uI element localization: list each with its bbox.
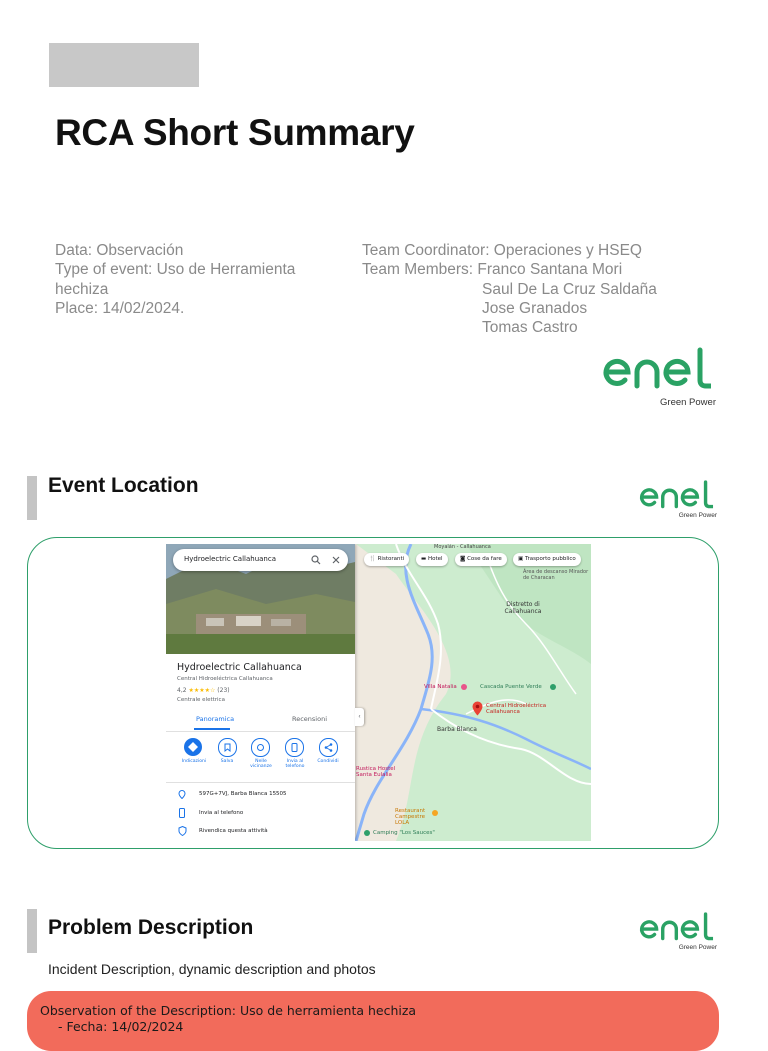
enel-wordmark-icon	[634, 478, 720, 512]
enel-logo-large	[596, 344, 720, 412]
send-to-phone-button[interactable]	[285, 738, 304, 757]
detail-send-phone[interactable]: Invia al telefono	[199, 810, 244, 816]
save-button[interactable]	[218, 738, 237, 757]
map-label-restaurant: Restaurant Campestre LOLA	[395, 808, 426, 826]
page-title: RCA Short Summary	[55, 112, 415, 153]
place-name: Hydroelectric Callahuanca	[177, 662, 302, 673]
chip-label: Hotel	[427, 556, 443, 562]
share-button[interactable]	[319, 738, 338, 757]
enel-tagline: Green Power	[660, 397, 716, 408]
nearby-icon	[252, 739, 269, 756]
chip-transit[interactable]	[513, 553, 581, 566]
enel-logo-small	[634, 910, 720, 954]
member-1: Saul De La Cruz Saldaña	[482, 280, 657, 298]
member-2: Jose Granados	[482, 299, 588, 317]
enel-wordmark-icon	[596, 344, 720, 394]
fork-knife-icon: 🍴	[369, 556, 378, 562]
map-search-text: Hydroelectric Callahuanca	[184, 555, 276, 563]
poi-marker-icon[interactable]	[461, 684, 467, 690]
section-bar	[27, 909, 37, 953]
section-title-event-location: Event Location	[48, 474, 199, 497]
enel-tagline: Green Power	[678, 512, 717, 519]
action-label-phone: Invia al telefono	[285, 759, 305, 769]
phone-icon	[178, 808, 186, 818]
divider	[166, 731, 355, 732]
rating-count: (23)	[217, 687, 230, 694]
bookmark-icon	[219, 739, 236, 756]
chip-label: Ristoranti	[377, 556, 405, 562]
map-label-road: Moyalán - Callahuanca	[434, 544, 491, 550]
phone-icon	[286, 739, 303, 756]
action-label-directions: Indicazioni	[181, 759, 207, 764]
map-label-mirador: Área de descanso Mirador de Characan	[523, 569, 589, 581]
detail-claim[interactable]: Rivendica questa attività	[199, 828, 268, 834]
divider	[166, 782, 355, 783]
chip-label: Cose da fare	[467, 556, 502, 562]
collapse-panel-button[interactable]: ‹	[355, 708, 364, 726]
rating-value: 4,2	[177, 687, 187, 694]
info-left-block	[55, 241, 325, 318]
enel-tagline: Green Power	[678, 944, 717, 951]
poi-marker-icon[interactable]	[550, 684, 556, 690]
info-right-block	[362, 241, 692, 337]
location-pin-icon	[178, 790, 186, 799]
chip-label: Trasporto pubblico	[524, 556, 576, 562]
map-label-cascada: Cascada Puente Verde	[480, 684, 542, 690]
search-icon[interactable]	[311, 555, 321, 565]
coordinator-line: Team Coordinator: Operaciones y HSEQ	[362, 242, 642, 259]
place-line: Place: 14/02/2024.	[55, 299, 185, 317]
data-line: Data: Observación	[55, 242, 184, 259]
camera-icon: ◙	[460, 556, 468, 562]
shield-check-icon	[178, 826, 187, 836]
observation-line-1: Observation of the Description: Uso de herramienta hechiza	[40, 1003, 417, 1018]
tab-underline	[194, 728, 230, 730]
map-pin-icon[interactable]	[472, 701, 483, 716]
chip-hotel[interactable]	[416, 553, 448, 566]
star-rating-icon: ★★★★☆	[188, 687, 216, 694]
observation-line-2: - Fecha: 14/02/2024	[58, 1019, 184, 1034]
map-label-camping: Camping "Los Sauces"	[373, 830, 435, 836]
action-label-save: Salva	[220, 759, 234, 764]
place-category: Centrale elettrica	[177, 697, 225, 703]
place-panel	[166, 544, 355, 841]
map-label-distrito: Distretto di Callahuanca	[504, 601, 542, 615]
tab-panoramica[interactable]: Panoramica	[196, 715, 235, 723]
type-line-1: Type of event: Uso de Herramienta	[55, 261, 296, 279]
nearby-button[interactable]	[251, 738, 270, 757]
map-label-barba: Barba Blanca	[437, 726, 477, 733]
share-icon	[320, 739, 337, 756]
enel-wordmark-icon	[634, 910, 720, 944]
problem-subtitle: Incident Description, dynamic description and photos	[48, 961, 376, 977]
detail-address[interactable]: 597G+7VJ, Barba Blanca 15505	[199, 791, 287, 797]
section-bar	[27, 476, 37, 520]
action-label-share: Condividi	[317, 759, 339, 764]
directions-button[interactable]	[184, 738, 202, 756]
rating-row	[177, 687, 230, 694]
place-subtitle: Central Hidroeléctrica Callahuanca	[177, 676, 273, 682]
directions-icon	[184, 738, 202, 756]
map-search-box[interactable]	[173, 549, 348, 571]
close-icon[interactable]	[331, 555, 341, 565]
action-label-nearby: Nelle vicinanze	[250, 759, 272, 769]
chip-restaurants[interactable]	[364, 553, 409, 566]
enel-logo-small	[634, 478, 720, 522]
tab-recensioni[interactable]: Recensioni	[292, 715, 328, 723]
map-label-central: Central Hidroeléctrica Callahuanca	[486, 703, 547, 715]
bus-icon: ▣	[518, 556, 525, 562]
type-line-2: hechiza	[55, 280, 109, 298]
map-label-villa: Villa Natalia	[424, 684, 457, 690]
map-label-rustica: Rustica Hostel Santa Eulalia	[356, 766, 396, 778]
map-screenshot	[166, 544, 591, 841]
camping-marker-icon[interactable]	[364, 830, 370, 836]
members-line: Team Members: Franco Santana Mori	[362, 261, 623, 279]
header-placeholder	[49, 43, 199, 87]
member-3: Tomas Castro	[482, 319, 578, 337]
chip-things-to-do[interactable]	[455, 553, 507, 566]
section-title-problem-description: Problem Description	[48, 916, 254, 939]
bed-icon: ▬	[421, 556, 428, 562]
